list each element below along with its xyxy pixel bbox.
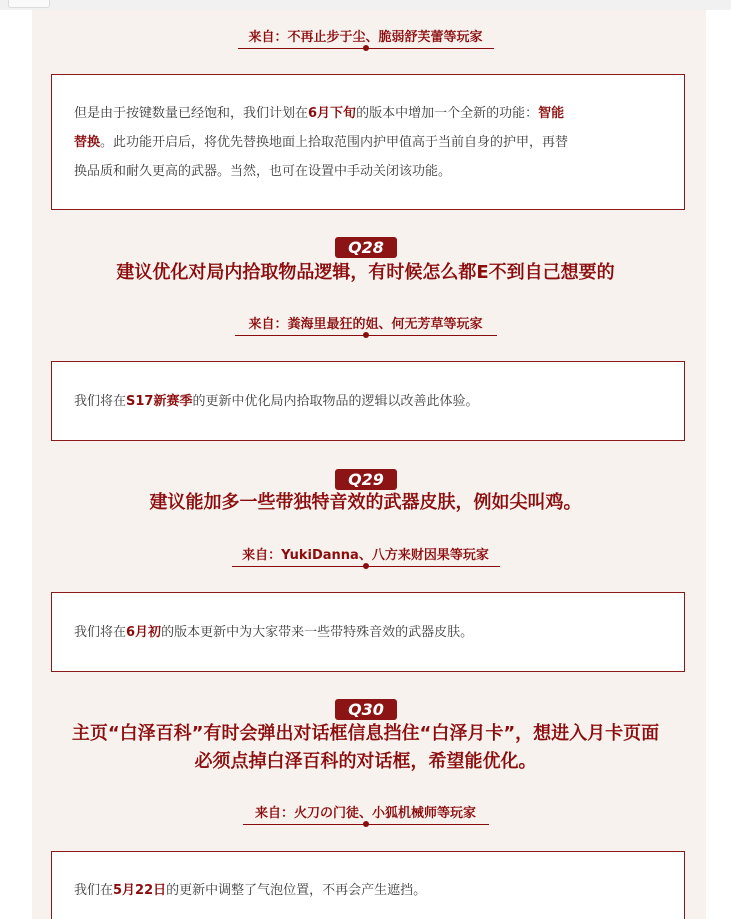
answer-highlight: 6月下旬	[308, 105, 357, 121]
answer-text-part: 的更新中调整了气泡位置，不再会产生遮挡。	[166, 883, 427, 898]
answer-text-part: 我们在	[74, 883, 114, 898]
answer-box-q27	[51, 74, 685, 210]
question-title-q28: 建议优化对局内拾取物品逻辑，有时候怎么都E不到自己想要的	[116, 262, 615, 283]
source-label: 来自：不再止步于尘、脆弱舒芙蕾等玩家	[248, 30, 483, 45]
source-dot	[363, 563, 369, 569]
browser-tab[interactable]	[8, 0, 50, 8]
answer-highlight: 替换	[74, 134, 101, 150]
answer-text	[74, 99, 568, 186]
question-title-q30-line1: 主页“白泽百科”有时会弹出对话框信息挡住“白泽月卡”，想进入月卡页面	[71, 723, 660, 744]
source-label: 来自：粪海里最狂的姐、何无芳草等玩家	[248, 317, 483, 332]
answer-text-part: 的更新中优化局内拾取物品的逻辑以改善此体验。	[192, 393, 479, 409]
answer-box-q29	[51, 592, 685, 672]
browser-top-strip	[0, 0, 731, 10]
answer-text-part: 的版本更新中为大家带来一些带特殊音效的武器皮肤。	[161, 624, 474, 640]
answer-text	[74, 876, 426, 905]
answer-highlight: 智能	[538, 105, 565, 121]
question-badge-q29: Q29	[335, 469, 397, 490]
answer-highlight: 6月初	[126, 624, 162, 640]
answer-text	[74, 618, 473, 647]
answer-text-part: 。此功能开启后，将优先替换地面上拾取范围内护甲值高于当前自身的护甲，再替	[100, 134, 569, 150]
source-q29	[0, 544, 731, 563]
answer-text-part: 我们将在	[74, 393, 127, 409]
source-dot	[363, 332, 369, 338]
source-dot	[363, 821, 369, 827]
answer-highlight: 5月22日	[113, 883, 167, 898]
answer-text-part: 换品质和耐久更高的武器。当然，也可在设置中手动关闭该功能。	[74, 163, 452, 179]
source-q27	[0, 26, 731, 45]
answer-text-part: 的版本中增加一个全新的功能：	[356, 105, 539, 121]
question-title-q30-line2: 必须点掉白泽百科的对话框，希望能优化。	[194, 751, 537, 772]
source-dot	[363, 45, 369, 51]
answer-text-part: 但是由于按键数量已经饱和，我们计划在	[74, 105, 309, 121]
question-badge-q30: Q30	[335, 699, 397, 720]
source-label: 来自：火刀の门徒、小狐机械师等玩家	[254, 806, 476, 821]
answer-text-part: 我们将在	[74, 624, 127, 640]
answer-text	[74, 387, 479, 416]
answer-highlight: S17新赛季	[126, 393, 193, 409]
answer-box-q30	[51, 851, 685, 919]
question-badge-q28: Q28	[335, 237, 397, 258]
source-label: 来自：YukiDanna、八方来财因果等玩家	[242, 548, 489, 563]
answer-box-q28	[51, 361, 685, 441]
source-q28	[0, 313, 731, 332]
question-title-q29: 建议能加多一些带独特音效的武器皮肤，例如尖叫鸡。	[149, 492, 582, 513]
source-q30	[0, 802, 731, 821]
